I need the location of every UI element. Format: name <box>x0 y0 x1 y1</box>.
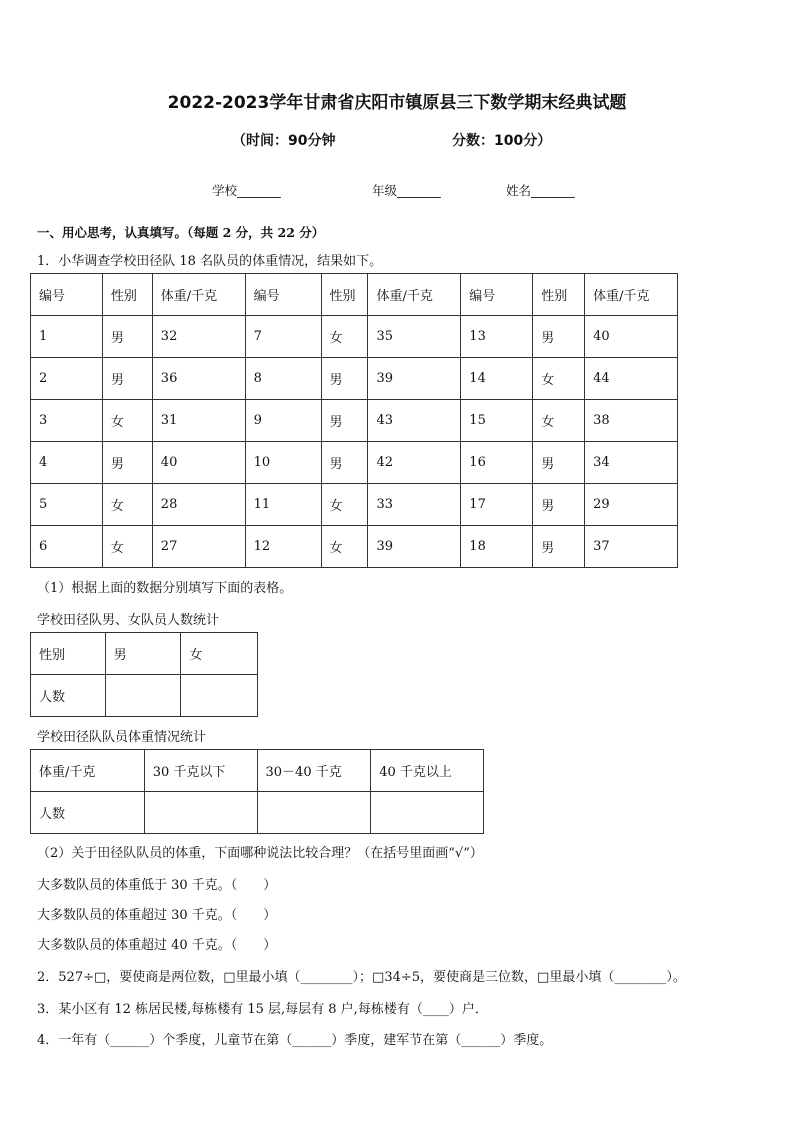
table-row-label: 人数 <box>31 792 145 834</box>
table-cell: 40 <box>152 442 245 484</box>
table-cell: 28 <box>152 484 245 526</box>
answer-cell-male[interactable] <box>105 675 181 717</box>
table-cell: 36 <box>152 358 245 400</box>
table-cell: 女 <box>102 400 152 442</box>
table-cell: 10 <box>245 442 321 484</box>
table-cell: 8 <box>245 358 321 400</box>
table-header-cell: 性别 <box>102 274 152 316</box>
table-row <box>31 526 678 568</box>
table-cell: 男 <box>533 484 585 526</box>
table-cell: 38 <box>585 400 678 442</box>
table-header-cell: 体重/千克 <box>152 274 245 316</box>
table-header-cell: 30－40 千克 <box>257 750 371 792</box>
table-cell: 男 <box>321 400 368 442</box>
table-cell: 女 <box>321 484 368 526</box>
table-cell: 39 <box>368 358 461 400</box>
exam-score: 分数：100分） <box>452 133 552 149</box>
answer-cell-above-40[interactable] <box>371 792 484 834</box>
table-cell: 35 <box>368 316 461 358</box>
option-2[interactable]: 大多数队员的体重超过 30 千克。（ ） <box>37 908 277 923</box>
table-cell: 17 <box>461 484 533 526</box>
table-header-cell: 编号 <box>31 274 103 316</box>
table-cell: 女 <box>102 484 152 526</box>
question-1-part-1: （1）根据上面的数据分别填写下面的表格。 <box>37 581 293 596</box>
table-row <box>31 633 258 675</box>
name-field: 姓名_______ <box>506 183 575 198</box>
table-cell: 女 <box>102 526 152 568</box>
question-3: 3．某小区有 12 栋居民楼,每栋楼有 15 层,每层有 8 户,每栋楼有（____）户． <box>37 1002 488 1017</box>
school-field: 学校_______ <box>212 183 281 198</box>
table-row <box>31 442 678 484</box>
table-cell: 女 <box>533 358 585 400</box>
table-cell: 16 <box>461 442 533 484</box>
table-cell: 9 <box>245 400 321 442</box>
table-cell: 男 <box>102 442 152 484</box>
table-header-cell: 性别 <box>31 633 106 675</box>
table-cell: 12 <box>245 526 321 568</box>
table-cell: 男 <box>102 358 152 400</box>
table-cell: 1 <box>31 316 103 358</box>
weight-data-table <box>30 273 678 568</box>
answer-cell-female[interactable] <box>181 675 258 717</box>
table-cell: 男 <box>321 442 368 484</box>
table-header-cell: 女 <box>181 633 258 675</box>
table-row <box>31 750 484 792</box>
table-header-cell: 编号 <box>461 274 533 316</box>
exam-title: 2022-2023学年甘肃省庆阳市镇原县三下数学期末经典试题 <box>167 93 627 113</box>
table-row <box>31 484 678 526</box>
option-3[interactable]: 大多数队员的体重超过 40 千克。（ ） <box>37 938 277 953</box>
table-cell: 34 <box>585 442 678 484</box>
table3-caption: 学校田径队队员体重情况统计 <box>37 730 207 745</box>
table-cell: 5 <box>31 484 103 526</box>
grade-field: 年级_______ <box>372 183 441 198</box>
table-cell: 42 <box>368 442 461 484</box>
table-cell: 39 <box>368 526 461 568</box>
question-1-part-2: （2）关于田径队队员的体重，下面哪种说法比较合理？（在括号里面画“√”） <box>37 846 483 861</box>
table-header-cell: 体重/千克 <box>368 274 461 316</box>
table-row <box>31 316 678 358</box>
table-cell: 2 <box>31 358 103 400</box>
gender-count-table <box>30 632 258 717</box>
table-header-cell: 体重/千克 <box>31 750 145 792</box>
table-cell: 31 <box>152 400 245 442</box>
table-cell: 4 <box>31 442 103 484</box>
table-cell: 37 <box>585 526 678 568</box>
table-row <box>31 400 678 442</box>
table-cell: 男 <box>533 442 585 484</box>
table-cell: 32 <box>152 316 245 358</box>
table-row <box>31 675 258 717</box>
option-1[interactable]: 大多数队员的体重低于 30 千克。（ ） <box>37 878 277 893</box>
table-header-row <box>31 274 678 316</box>
table-cell: 女 <box>321 526 368 568</box>
table-cell: 男 <box>321 358 368 400</box>
table-cell: 3 <box>31 400 103 442</box>
answer-cell-30-40[interactable] <box>257 792 371 834</box>
answer-cell-below-30[interactable] <box>144 792 257 834</box>
table-header-cell: 30 千克以下 <box>144 750 257 792</box>
weight-range-table <box>30 749 484 834</box>
table-cell: 男 <box>102 316 152 358</box>
table-cell: 7 <box>245 316 321 358</box>
table-cell: 女 <box>533 400 585 442</box>
table-header-cell: 男 <box>105 633 181 675</box>
table-header-cell: 体重/千克 <box>585 274 678 316</box>
table-cell: 43 <box>368 400 461 442</box>
table-cell: 男 <box>533 316 585 358</box>
table-cell: 6 <box>31 526 103 568</box>
table-cell: 33 <box>368 484 461 526</box>
table2-caption: 学校田径队男、女队员人数统计 <box>37 613 220 628</box>
table-header-cell: 性别 <box>533 274 585 316</box>
table-cell: 15 <box>461 400 533 442</box>
question-4: 4．一年有（______）个季度，儿童节在第（______）季度，建军节在第（______）季度。 <box>37 1033 553 1048</box>
table-row-label: 人数 <box>31 675 106 717</box>
table-cell: 29 <box>585 484 678 526</box>
table-cell: 女 <box>321 316 368 358</box>
table-header-cell: 编号 <box>245 274 321 316</box>
table-header-cell: 性别 <box>321 274 368 316</box>
question-1: 1．小华调查学校田径队 18 名队员的体重情况，结果如下。 <box>37 254 383 269</box>
section-heading: 一、用心思考，认真填写。（每题 2 分，共 22 分） <box>37 225 325 240</box>
table-cell: 11 <box>245 484 321 526</box>
table-cell: 13 <box>461 316 533 358</box>
table-cell: 14 <box>461 358 533 400</box>
table-cell: 40 <box>585 316 678 358</box>
table-row <box>31 358 678 400</box>
question-2: 2．527÷□，要使商是两位数，□里最小填（________）；□34÷5，要使商是三位数，□里最小填（________）。 <box>37 970 686 985</box>
exam-time: （时间：90分钟 <box>232 133 336 149</box>
table-header-cell: 40 千克以上 <box>371 750 484 792</box>
table-cell: 18 <box>461 526 533 568</box>
table-cell: 27 <box>152 526 245 568</box>
table-cell: 44 <box>585 358 678 400</box>
table-cell: 男 <box>533 526 585 568</box>
table-row <box>31 792 484 834</box>
